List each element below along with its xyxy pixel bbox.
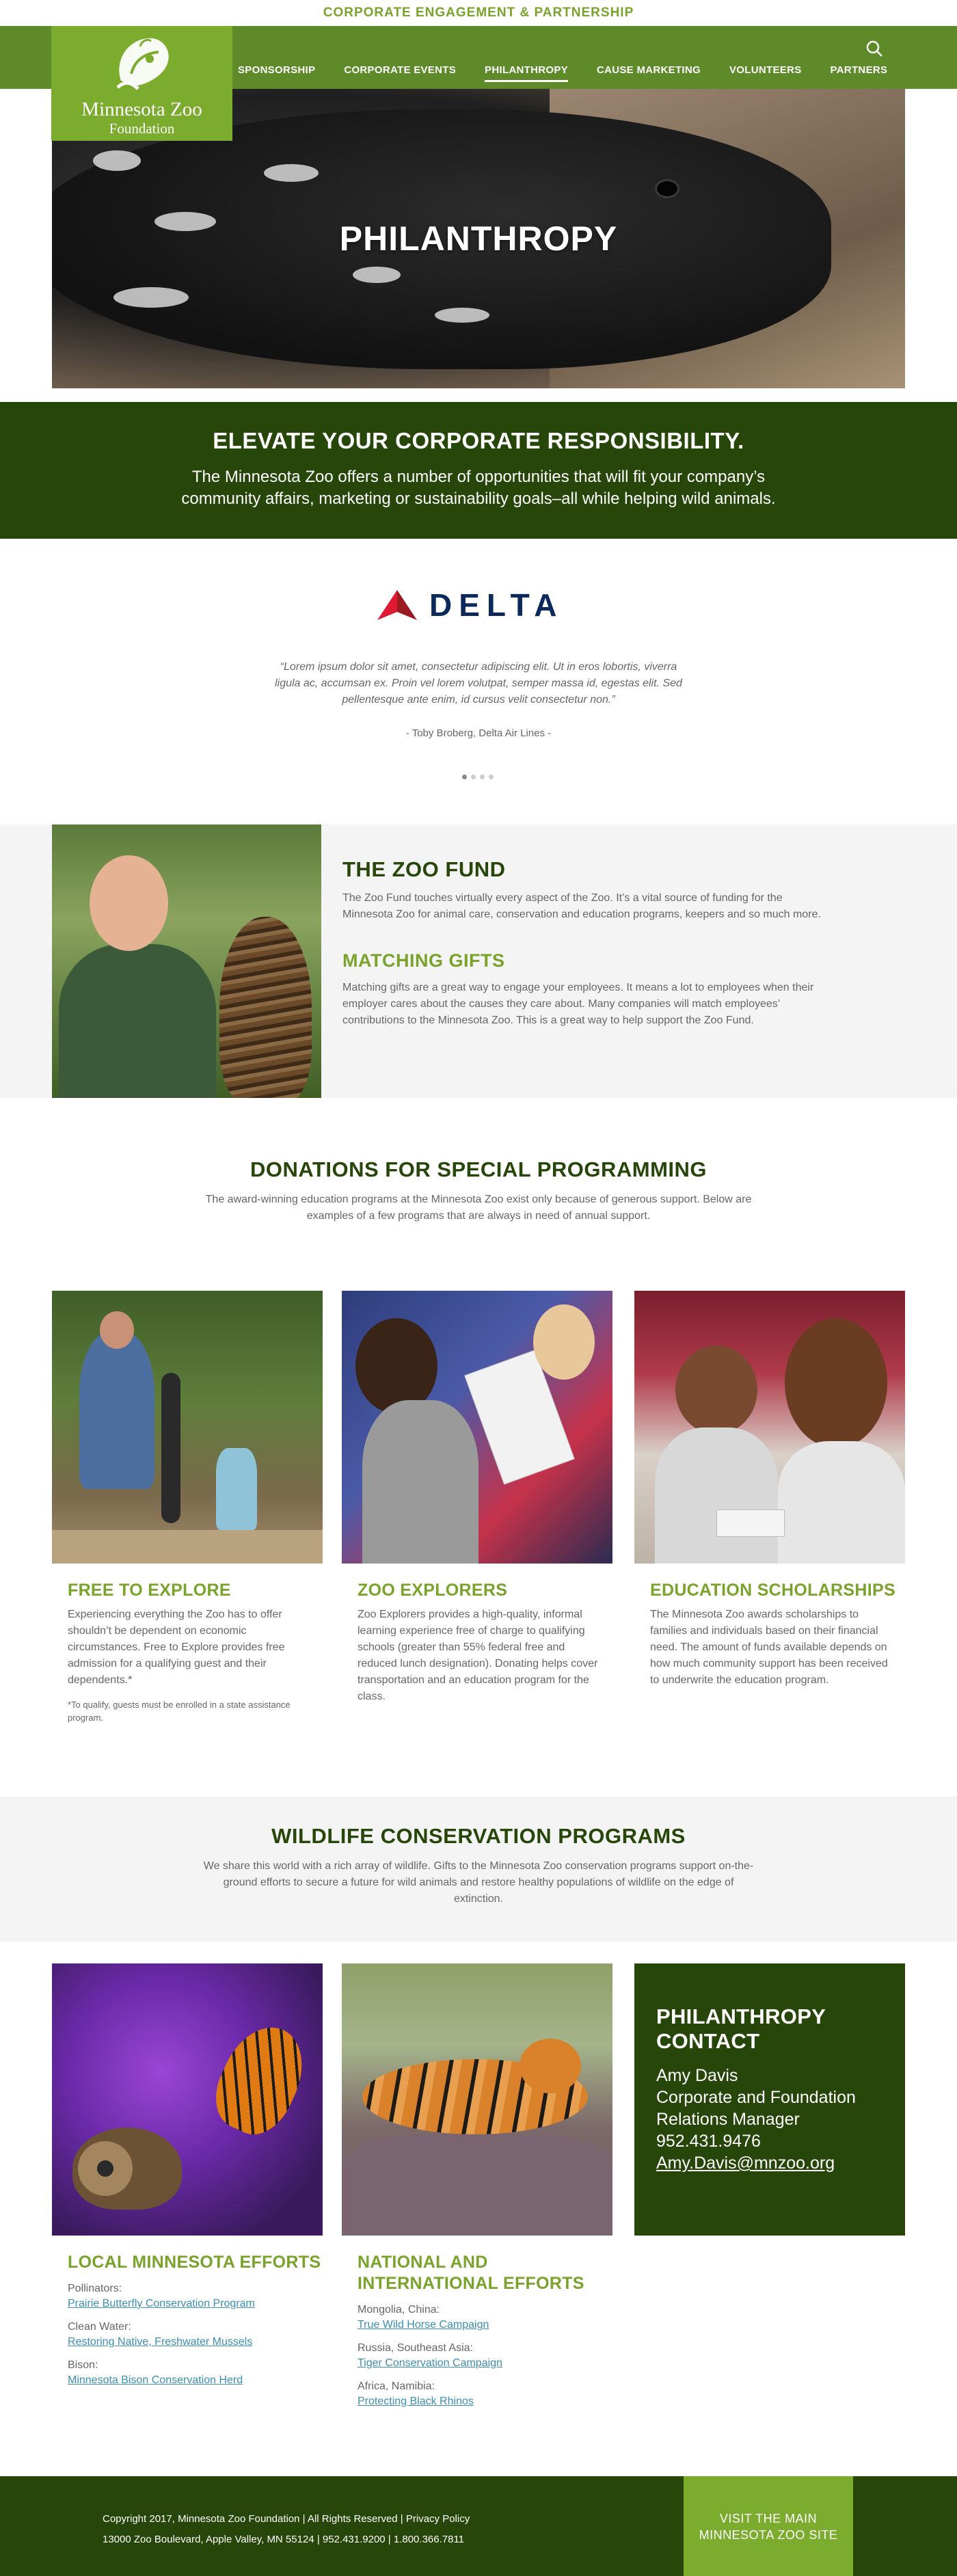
delta-wordmark: DELTA <box>429 587 564 623</box>
visit-line-1: VISIT THE MAIN <box>719 2512 818 2525</box>
effort-entry <box>52 2358 323 2388</box>
effort-label: Mongolia, China: <box>358 2304 440 2316</box>
hero-spot <box>435 308 489 323</box>
effort-link[interactable]: Minnesota Bison Conservation Herd <box>68 2374 243 2386</box>
hero-spot <box>264 164 319 182</box>
effort-entry <box>342 2341 612 2371</box>
slider-dot[interactable] <box>489 775 494 779</box>
delta-triangle-icon <box>377 590 417 620</box>
elevate-body-line-2: community affairs, marketing or sustainability goals–all while helping wild animals. <box>181 489 776 508</box>
hero-spot <box>113 287 189 308</box>
zoo-fund-heading: THE ZOO FUND <box>342 857 506 881</box>
nav-item-sponsorship[interactable]: SPONSORSHIP <box>238 64 316 76</box>
nav-item-partners[interactable]: PARTNERS <box>830 64 888 76</box>
nav-menu <box>238 64 916 82</box>
program-body: The Minnesota Zoo awards scholarships to families and individuals based on their financial need. The amount of funds available depends on how much community support has been received to underwrite the education program. <box>650 1609 888 1686</box>
program-card <box>634 1291 905 1689</box>
philanthropy-contact-card <box>634 1963 905 2236</box>
footer-address: 13000 Zoo Boulevard, Apple Valley, MN 55124 | 952.431.9200 | 1.800.366.7811 <box>103 2534 465 2545</box>
effort-label: Russia, Southeast Asia: <box>358 2342 473 2354</box>
effort-entry <box>342 2379 612 2409</box>
effort-link[interactable]: Protecting Black Rhinos <box>358 2396 474 2407</box>
national-efforts-title: NATIONAL AND INTERNATIONAL EFFORTS <box>358 2253 584 2293</box>
donations-heading: DONATIONS FOR SPECIAL PROGRAMMING <box>250 1157 707 1181</box>
local-efforts-title: LOCAL MINNESOTA EFFORTS <box>68 2253 321 2272</box>
visit-main-site-button[interactable] <box>684 2476 853 2576</box>
zoo-explorers-photo <box>342 1291 612 1564</box>
main-nav <box>0 26 957 137</box>
matching-gifts-heading: MATCHING GIFTS <box>342 950 505 971</box>
slider-dot[interactable] <box>471 775 476 779</box>
effort-label: Africa, Namibia: <box>358 2380 435 2392</box>
efforts-grid <box>0 1942 957 2476</box>
contact-phone[interactable]: 952.431.9476 <box>656 2132 761 2151</box>
nav-item-cause-marketing[interactable]: CAUSE MARKETING <box>596 64 701 76</box>
keeper-with-owl-photo <box>52 824 321 1098</box>
program-body: Zoo Explorers provides a high-quality, informal learning experience free of charge to qualifying schools (greater than 55% federal free and reduced lunch designation). Donating helps cover transportation and an education program for the class. <box>358 1609 598 1702</box>
zoo-fund-text <box>342 857 835 1029</box>
top-banner <box>0 0 957 26</box>
program-body: Experiencing everything the Zoo has to offer shouldn’t be dependent on economic circumstances. Free to Explore provides free admission for a qualifying guest and their dependents.* <box>68 1609 285 1686</box>
effort-link[interactable]: Restoring Native, Freshwater Mussels <box>68 2336 253 2348</box>
slider-dot[interactable] <box>480 775 485 779</box>
tiger-photo <box>342 1963 612 2236</box>
effort-link[interactable]: Prairie Butterfly Conservation Program <box>68 2298 255 2309</box>
delta-logo <box>377 588 564 622</box>
contact-email[interactable]: Amy.Davis@mnzoo.org <box>656 2154 835 2173</box>
zoo-fund-body: The Zoo Fund touches virtually every aspect of the Zoo. It’s a vital source of funding for the Minnesota Zoo for animal care, conservation and education programs, keepers and so much more. <box>342 892 821 920</box>
program-note: *To qualify, guests must be enrolled in a state assistance program. <box>68 1700 291 1723</box>
hero-spot <box>93 150 141 171</box>
elevate-heading: ELEVATE YOUR CORPORATE RESPONSIBILITY. <box>213 428 744 453</box>
national-efforts-card <box>342 1963 612 2409</box>
programs-grid <box>0 1291 957 1797</box>
search-icon[interactable] <box>865 40 883 57</box>
hero-spot <box>353 267 401 283</box>
program-card <box>52 1291 323 1724</box>
logo[interactable] <box>51 26 232 141</box>
nav-item-volunteers[interactable]: VOLUNTEERS <box>729 64 802 76</box>
testimonial-quote: “Lorem ipsum dolor sit amet, consectetur adipiscing elit. Ut in eros lobortis, viverra ligula ac, accumsan ex. Proin vel lorem volutpat, semper massa id, egestas elit. Sed pellentesque ante enim, id cursus velit consectetur non.” <box>275 661 682 706</box>
free-to-explore-photo <box>52 1291 323 1564</box>
matching-gifts-body: Matching gifts are a great way to engage your employees. It means a lot to employees when their employer cares about the causes they care about. Many companies will match employees’ contributions to the Minnesota Zoo. This is a great way to help support the Zoo Fund. <box>342 982 814 1026</box>
program-card <box>342 1291 612 1705</box>
logo-line-2: Foundation <box>109 120 175 137</box>
effort-label: Pollinators: <box>68 2283 122 2294</box>
effort-entry <box>52 2281 323 2311</box>
photo-owl <box>219 917 312 1098</box>
contact-name: Amy Davis <box>656 2066 738 2085</box>
footer <box>0 2476 957 2576</box>
logo-line-1: Minnesota Zoo <box>81 98 202 120</box>
slider-dot[interactable] <box>462 775 467 779</box>
contact-heading: PHILANTHROPY CONTACT <box>656 2004 826 2053</box>
footer-text <box>103 2509 470 2550</box>
donations-section <box>0 1098 957 1291</box>
effort-link[interactable]: Tiger Conservation Campaign <box>358 2357 502 2369</box>
effort-entry <box>52 2320 323 2350</box>
nav-item-philanthropy[interactable]: PHILANTHROPY <box>485 64 568 82</box>
effort-link[interactable]: True Wild Horse Campaign <box>358 2319 489 2331</box>
elevate-body-line-1: The Minnesota Zoo offers a number of opportunities that will fit your company’s <box>191 468 766 486</box>
top-banner-title: CORPORATE ENGAGEMENT & PARTNERSHIP <box>323 5 634 20</box>
wildlife-body: We share this world with a rich array of wildlife. Gifts to the Minnesota Zoo conservation programs support on-the-ground efforts to secure a future for wild animals and restore healthy populations of wildlife on the edge of extinction. <box>203 1860 754 1905</box>
effort-label: Bison: <box>68 2359 98 2371</box>
donations-body: The award-winning education programs at the Minnesota Zoo exist only because of generous support. Below are examples of a few programs that are always in need of annual support. <box>205 1194 752 1222</box>
education-scholarships-photo <box>634 1291 905 1564</box>
zoo-fund-section <box>0 824 957 1098</box>
elevate-body <box>0 466 957 510</box>
nav-item-corporate-events[interactable]: CORPORATE EVENTS <box>344 64 457 76</box>
hero-tapir-eye <box>657 181 677 196</box>
wildlife-heading: WILDLIFE CONSERVATION PROGRAMS <box>271 1824 686 1848</box>
page-title: PHILANTHROPY <box>339 219 618 258</box>
elevate-banner <box>0 402 957 539</box>
program-title: EDUCATION SCHOLARSHIPS <box>650 1581 895 1600</box>
photo-keeper-head <box>90 855 168 951</box>
wildlife-section <box>0 1797 957 1942</box>
program-title: FREE TO EXPLORE <box>68 1581 231 1600</box>
visit-line-2: MINNESOTA ZOO SITE <box>699 2528 838 2542</box>
testimonial-slider <box>0 539 957 824</box>
program-title: ZOO EXPLORERS <box>358 1581 508 1600</box>
effort-entry <box>342 2303 612 2333</box>
leaf-animal-logo-icon <box>107 33 176 94</box>
effort-label: Clean Water: <box>68 2321 131 2333</box>
footer-copyright: Copyright 2017, Minnesota Zoo Foundation | All Rights Reserved | Privacy Policy <box>103 2513 470 2525</box>
butterfly-photo <box>52 1963 323 2236</box>
local-efforts-card <box>52 1963 323 2388</box>
slider-dots <box>462 775 494 779</box>
photo-keeper-shirt <box>59 944 216 1098</box>
testimonial-author: - Toby Broberg, Delta Air Lines - <box>405 727 552 739</box>
contact-role: Corporate and Foundation Relations Manager <box>656 2088 856 2129</box>
